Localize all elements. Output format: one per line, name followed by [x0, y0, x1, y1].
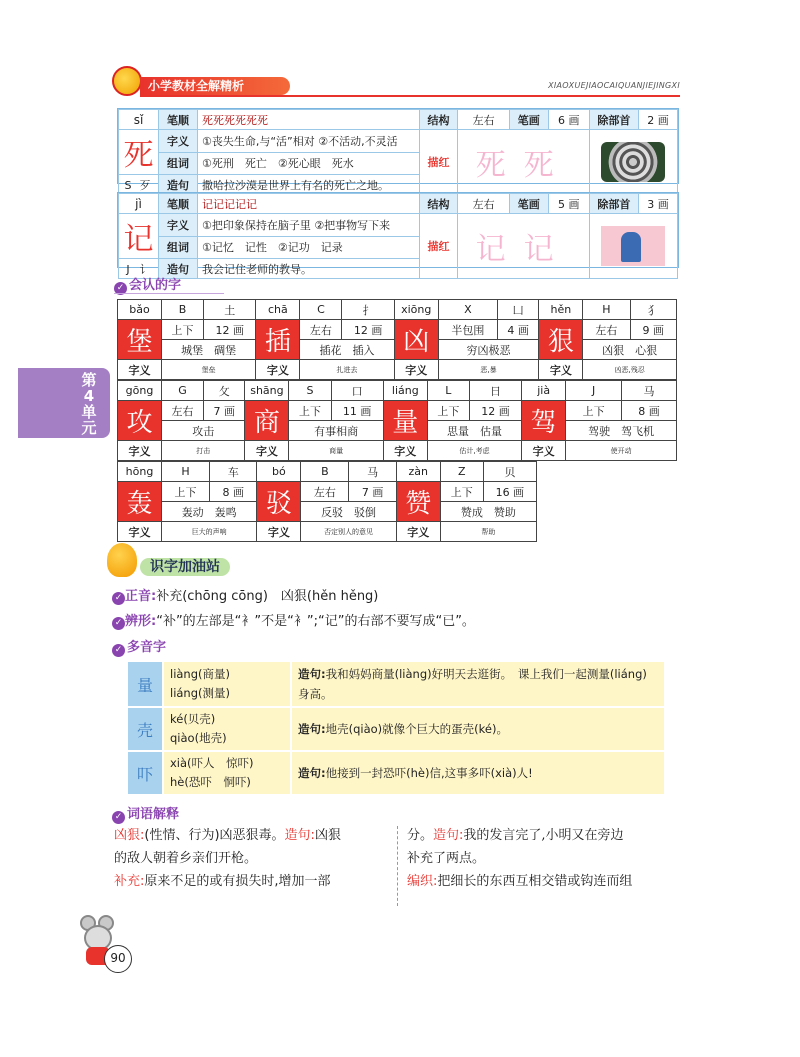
- rec-words: 凶狠 心狠: [583, 340, 677, 360]
- rec-pinyin: bǎo: [118, 300, 162, 320]
- poly-row: 吓 xià(吓人 惊吓) hè(恐吓 恫吓) 造句:他接到一封恐吓(hè)信,这事多吓(xià)人!: [127, 751, 665, 795]
- vocab-entry: 补充:原来不足的或有损失时,增加一部: [114, 874, 331, 889]
- card-words: ①记忆 记性 ②记功 记录: [197, 236, 419, 259]
- rec-pinyin: hěn: [539, 300, 583, 320]
- rec-capital: L: [427, 381, 469, 401]
- card-pinyin: sǐ: [119, 110, 159, 130]
- char-card-si: sǐ 笔顺 死死死死死死 结构 左右 笔画 6 画 除部首 2 画 死 字义 ①丧失生命,与“活”相对 ②不活动,不灵活 描红 死死 组词 ①死刑 死亡 ②死心眼 死水 S 歹 造句 撒哈拉沙漠是世界上有名的死亡之地。: [117, 108, 679, 184]
- card-sentence: 撒哈拉沙漠是世界上有名的死亡之地。: [197, 175, 419, 195]
- rec-radical: 日: [469, 381, 521, 401]
- rec-char: 量: [383, 401, 427, 441]
- trace-label: 描红: [419, 214, 458, 279]
- rec-char: 轰: [118, 482, 162, 522]
- section-vocab: ✓ 词语解释: [112, 803, 179, 824]
- stroke-order: 记记记记记: [197, 194, 419, 214]
- rec-capital: J: [566, 381, 622, 401]
- card-words: ①死刑 死亡 ②死心眼 死水: [197, 152, 419, 175]
- rec-structure: 上下: [440, 482, 483, 502]
- rec-meaning: 恶,暴: [438, 360, 539, 380]
- rec-words: 轰动 轰鸣: [162, 502, 257, 522]
- stroke-order: 死死死死死死: [197, 110, 419, 130]
- rec-meaning-label: 字义: [383, 441, 427, 461]
- rec-meaning-label: 字义: [394, 360, 438, 380]
- header-banner: 小学教材全解精析: [140, 77, 290, 95]
- vocab-right: 分。造句:我的发言完了,小明又在旁边 补充了两点。 编织:把细长的东西互相交错或钩连而组: [407, 824, 687, 893]
- zhengyin-line: ✓ 正音:补充(chōng cōng) 凶狠(hěn hěng): [112, 585, 378, 605]
- rec-structure: 左右: [300, 320, 342, 340]
- rec-words: 城堡 碉堡: [162, 340, 256, 360]
- rec-char: 驳: [257, 482, 301, 522]
- rec-strokes: 16 画: [483, 482, 536, 502]
- rec-char: 凶: [394, 320, 438, 360]
- rec-capital: B: [301, 462, 349, 482]
- card-char: 记: [119, 214, 159, 259]
- rec-meaning-label: 字义: [256, 360, 300, 380]
- rec-meaning: 凶恶,残忍: [583, 360, 677, 380]
- section-duoyin: ✓ 多音字: [112, 636, 166, 657]
- recognize-row: [117, 461, 537, 542]
- rec-structure: 上下: [162, 320, 204, 340]
- rec-pinyin: liáng: [383, 381, 427, 401]
- rec-char: 攻: [118, 401, 162, 441]
- rec-strokes: 12 画: [204, 320, 256, 340]
- rec-strokes: 12 画: [469, 401, 521, 421]
- rec-structure: 上下: [566, 401, 622, 421]
- unit-tab-label: 第 4 单 元: [81, 371, 97, 437]
- rec-pinyin: xiōng: [394, 300, 438, 320]
- rec-pinyin: hōng: [118, 462, 162, 482]
- rec-capital: S: [289, 381, 331, 401]
- rec-strokes: 9 画: [630, 320, 676, 340]
- bianxing-line: ✓ 辨形:“补”的左部是“衤”不是“衤”;“记”的右部不要写成“已”。: [112, 610, 475, 630]
- rec-words: 驾驶 驾飞机: [566, 421, 677, 441]
- rec-words: 攻击: [162, 421, 245, 441]
- check-icon: ✓: [112, 811, 125, 824]
- rec-words: 穷凶极恶: [438, 340, 539, 360]
- station-title: 识字加油站: [140, 558, 230, 576]
- rec-meaning: 商量: [289, 441, 383, 461]
- rec-structure: 半包围: [438, 320, 497, 340]
- rec-char: 商: [245, 401, 289, 441]
- rec-meaning: 使开动: [566, 441, 677, 461]
- rec-pinyin: chā: [256, 300, 300, 320]
- rec-meaning-label: 字义: [245, 441, 289, 461]
- rec-radical: 口: [331, 381, 383, 401]
- rec-meaning: 打击: [162, 441, 245, 461]
- rec-radical: 马: [622, 381, 677, 401]
- rec-meaning-label: 字义: [522, 441, 566, 461]
- rec-structure: 上下: [162, 482, 210, 502]
- rec-pinyin: gōng: [118, 381, 162, 401]
- rec-radical: 车: [210, 462, 257, 482]
- recognize-row: [117, 299, 677, 380]
- rec-radical: 凵: [498, 300, 539, 320]
- column-divider: [397, 826, 398, 906]
- trace-chars: 记记: [458, 214, 589, 279]
- card-pinyin: jì: [119, 194, 159, 214]
- rec-strokes: 7 画: [204, 401, 245, 421]
- check-icon: ✓: [112, 644, 125, 657]
- trace-label: 描红: [419, 130, 458, 195]
- rec-meaning-label: 字义: [118, 522, 162, 542]
- rec-strokes: 7 画: [349, 482, 396, 502]
- rec-pinyin: jià: [522, 381, 566, 401]
- rec-meaning: 否定别人的意见: [301, 522, 396, 542]
- rec-char: 插: [256, 320, 300, 360]
- polyphonic-table: [126, 660, 666, 796]
- rec-capital: H: [583, 300, 630, 320]
- vocab-entry: 凶狠:(性情、行为)凶恶狠毒。造句:凶狠: [114, 828, 341, 843]
- rec-strokes: 8 画: [210, 482, 257, 502]
- check-icon: ✓: [112, 617, 125, 630]
- rec-strokes: 4 画: [498, 320, 539, 340]
- poly-row: 量 liàng(商量) liáng(测量) 造句:我和妈妈商量(liàng)好明天去逛街。 课上我们一起测量(liáng)身高。: [127, 661, 665, 707]
- rec-meaning-label: 字义: [396, 522, 440, 542]
- rec-radical: 土: [204, 300, 256, 320]
- rec-meaning-label: 字义: [257, 522, 301, 542]
- rec-char: 赞: [396, 482, 440, 522]
- rec-radical: 马: [349, 462, 396, 482]
- card-image: [589, 214, 677, 279]
- rec-strokes: 11 画: [331, 401, 383, 421]
- check-icon: ✓: [112, 592, 125, 605]
- rec-words: 思量 估量: [427, 421, 521, 441]
- logo: [112, 66, 142, 96]
- rec-radical: 扌: [342, 300, 394, 320]
- card-char: 死: [119, 130, 159, 175]
- rec-pinyin: bó: [257, 462, 301, 482]
- rec-meaning: 帮助: [440, 522, 536, 542]
- rec-strokes: 12 画: [342, 320, 394, 340]
- rec-meaning: 估计,考虑: [427, 441, 521, 461]
- rec-capital: G: [162, 381, 204, 401]
- rec-capital: H: [162, 462, 210, 482]
- check-icon: ✓: [114, 282, 127, 295]
- rec-capital: B: [162, 300, 204, 320]
- mascot-icon: [107, 543, 137, 577]
- rec-structure: 上下: [289, 401, 331, 421]
- vocab-left: 凶狠:(性情、行为)凶恶狠毒。造句:凶狠 的敌人朝着乡亲们开枪。 补充:原来不足的或有损失时,增加一部: [114, 824, 390, 893]
- rec-capital: X: [438, 300, 497, 320]
- rec-char: 狠: [539, 320, 583, 360]
- rec-meaning-label: 字义: [118, 360, 162, 380]
- rec-strokes: 8 画: [622, 401, 677, 421]
- rec-structure: 左右: [301, 482, 349, 502]
- card-image: [589, 130, 677, 195]
- rec-capital: Z: [440, 462, 483, 482]
- rec-structure: 左右: [583, 320, 630, 340]
- section-recognize: ✓ 会认的字: [114, 274, 181, 295]
- rec-radical: 犭: [630, 300, 676, 320]
- card-meaning: ①丧失生命,与“活”相对 ②不活动,不灵活: [197, 130, 419, 153]
- card-meaning: ①把印象保持在脑子里 ②把事物写下来: [197, 214, 419, 237]
- rec-radical: 攵: [204, 381, 245, 401]
- card-sentence: 我会记住老师的教导。: [197, 259, 419, 279]
- poly-row: 壳 ké(贝壳) qiào(地壳) 造句:地壳(qiào)就像个巨大的蛋壳(ké)。: [127, 707, 665, 751]
- rec-meaning: 堡垒: [162, 360, 256, 380]
- unit-tab: [18, 368, 110, 438]
- rec-capital: C: [300, 300, 342, 320]
- recognize-row: [117, 380, 677, 461]
- vocab-entry: 编织:把细长的东西互相交错或钩连而组: [407, 874, 633, 889]
- char-card-ji: jì 笔顺 记记记记记 结构 左右 笔画 5 画 除部首 3 画 记 字义 ①把印象保持在脑子里 ②把事物写下来 描红 记记 组词 ①记忆 记性 ②记功 记录 J 讠 造句 我会记住老师的教导。: [117, 192, 679, 268]
- rec-words: 赞成 赞助: [440, 502, 536, 522]
- rec-structure: 上下: [427, 401, 469, 421]
- rec-structure: 左右: [162, 401, 204, 421]
- rec-pinyin: zàn: [396, 462, 440, 482]
- rec-meaning: 扎进去: [300, 360, 394, 380]
- rec-meaning-label: 字义: [118, 441, 162, 461]
- rec-char: 驾: [522, 401, 566, 441]
- header-pinyin: XIAOXUEJIAOCAIQUANJIEJINGXI: [548, 81, 680, 90]
- rec-radical: 贝: [483, 462, 536, 482]
- rec-pinyin: shāng: [245, 381, 289, 401]
- page-number: 90: [104, 945, 132, 973]
- rec-char: 堡: [118, 320, 162, 360]
- rec-words: 反驳 驳倒: [301, 502, 396, 522]
- rec-words: 插花 插入: [300, 340, 394, 360]
- header-rule: [140, 95, 680, 97]
- rec-meaning-label: 字义: [539, 360, 583, 380]
- trace-chars: 死死: [458, 130, 589, 195]
- rec-meaning: 巨大的声响: [162, 522, 257, 542]
- rec-words: 有事相商: [289, 421, 383, 441]
